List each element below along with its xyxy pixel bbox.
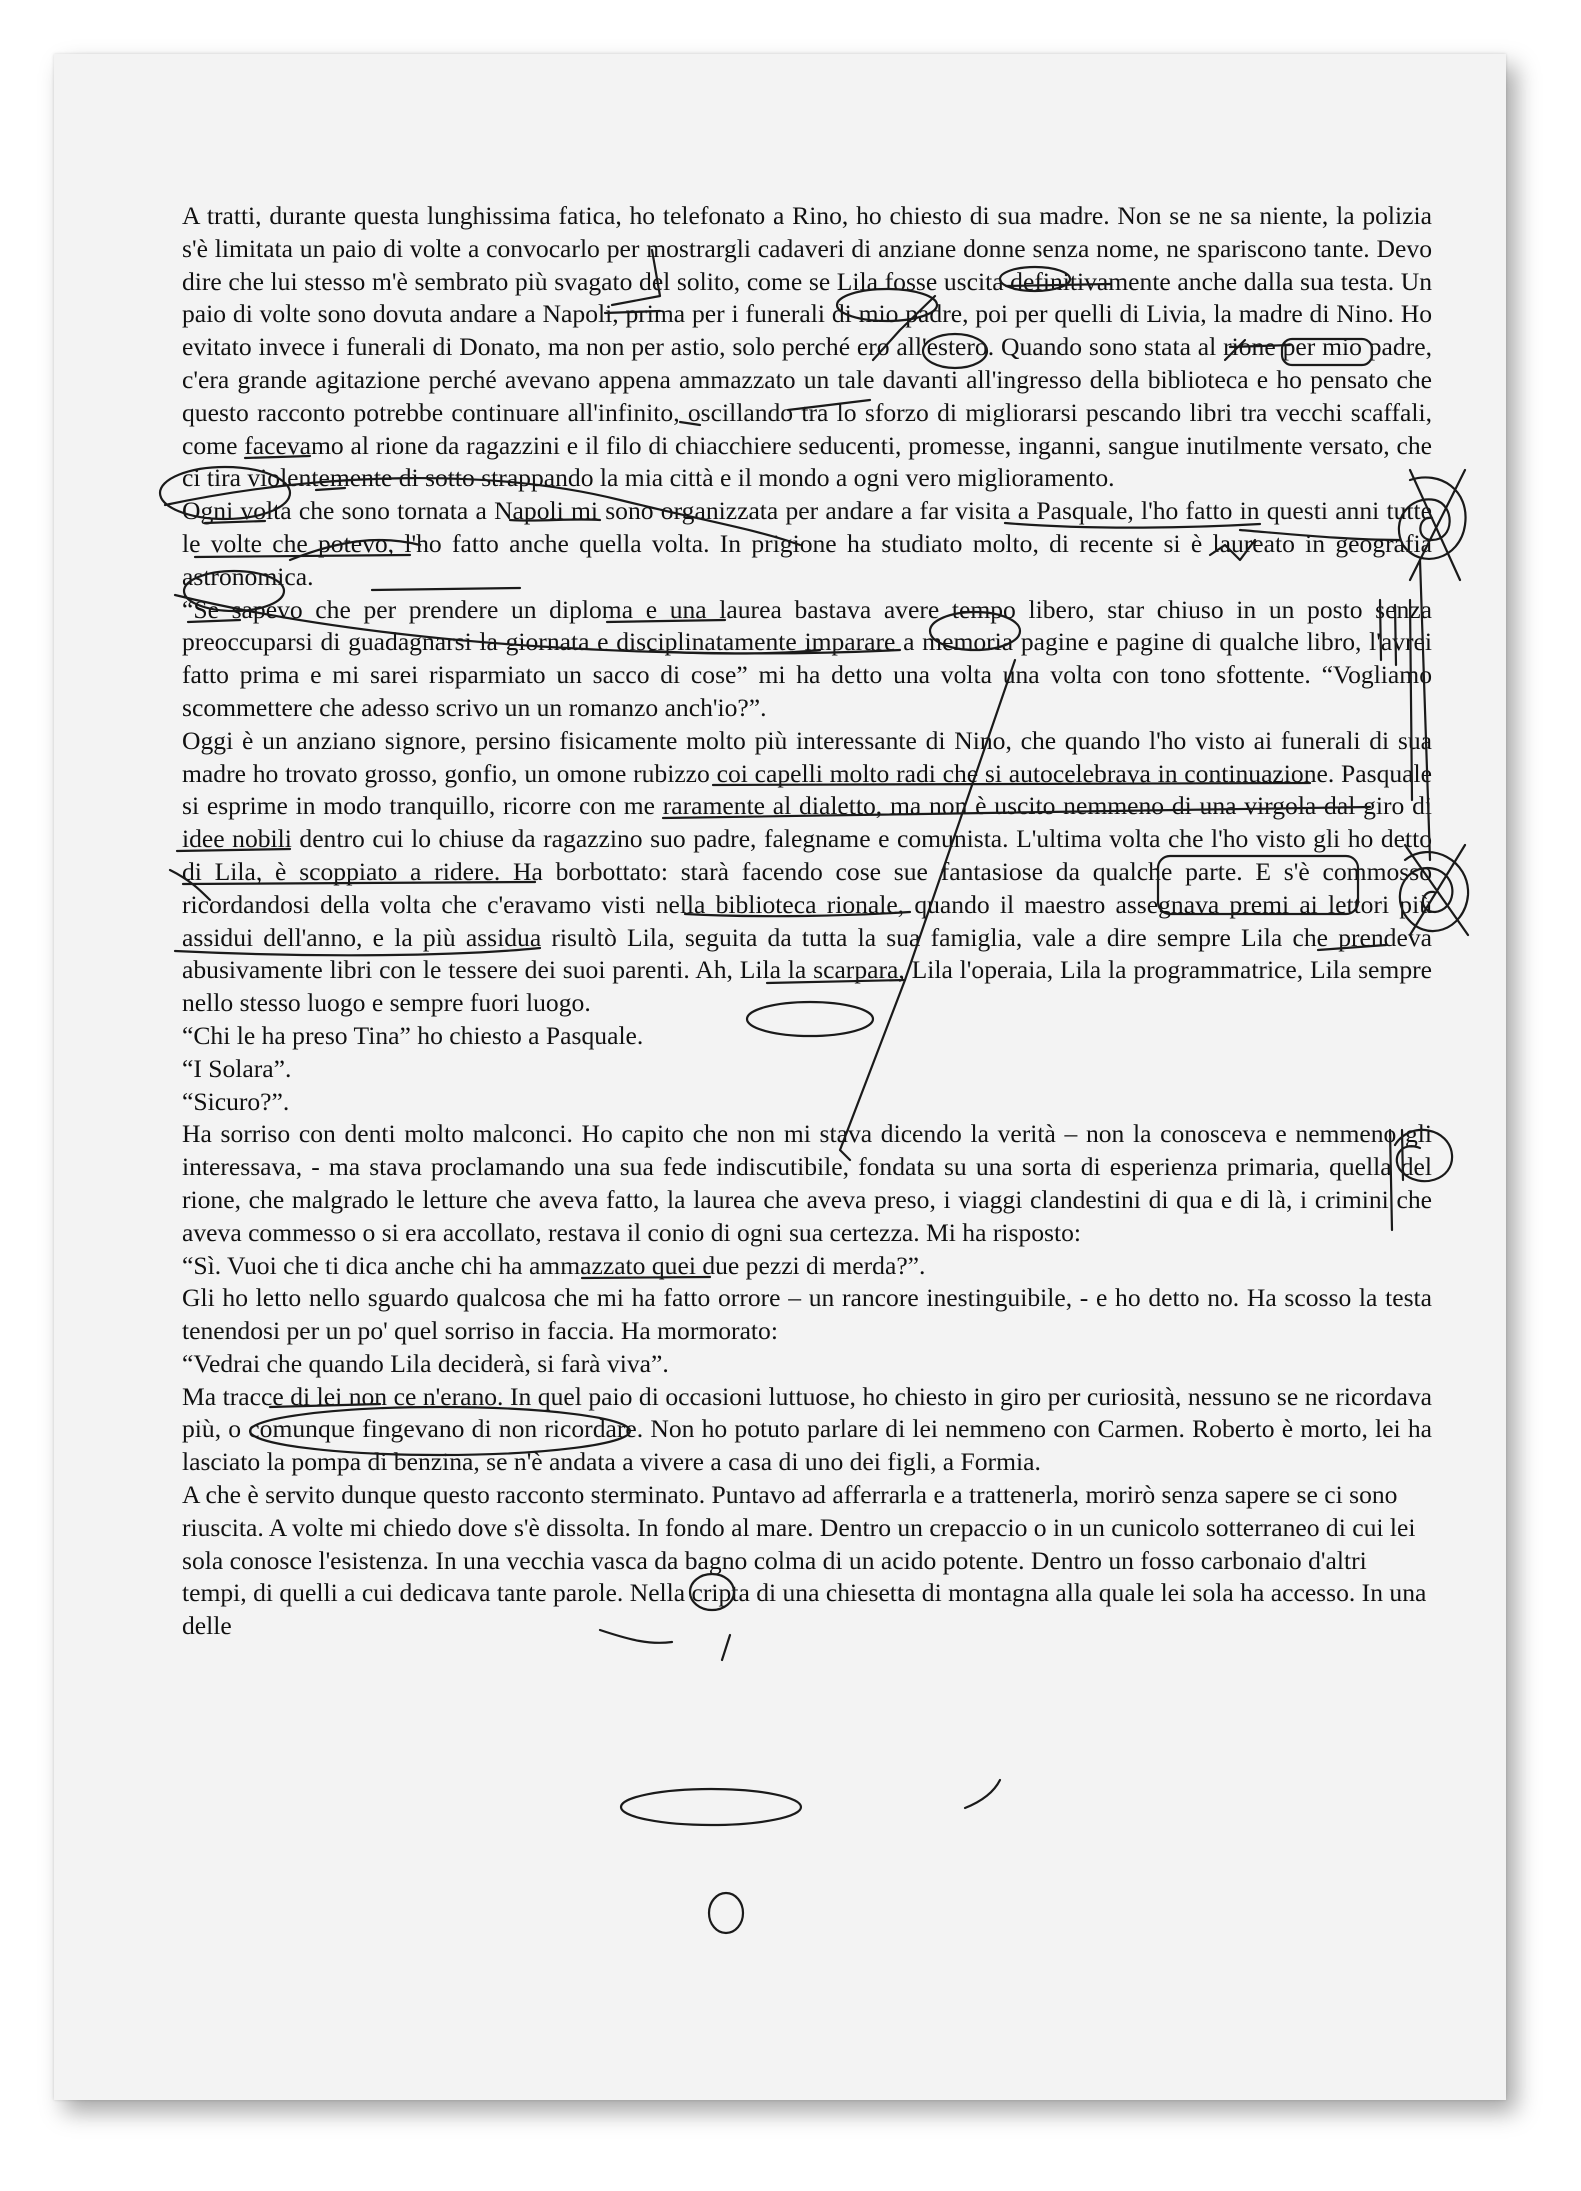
paragraph: Oggi è un anziano signore, persino fisicamente molto più interessante di Nino, che quando l'ho visto ai funerali di sua madre ho trovato grosso, gonfio, un omone rubizzo coi capelli molto radi che si autocelebrava in continuazione. Pasquale si esprime in modo tranquillo, ricorre con me raramente al dialetto, ma non è uscito nemmeno di una virgola dal giro di idee nobili dentro cui lo chiuse da ragazzino suo padre, falegname e comunista. L'ultima volta che l'ho visto gli ho detto di Lila, è scoppiato a ridere. Ha borbottato: starà facendo cose sue fantasiose da qualche parte. E s'è commosso ricordandosi della volta che c'eravamo visti nella biblioteca rionale, quando il maestro assegnava premi ai lettori più assidui dell'anno, e la più assidua risultò Lila, seguita da tutta la sua famiglia, vale a dire sempre Lila che prendeva abusivamente libri con le tessere dei suoi parenti. Ah, Lila la scarpara, Lila l'operaia, Lila la programmatrice, Lila sempre nello stesso luogo e sempre fuori luogo. — [182, 725, 1432, 1018]
paragraph: “Chi le ha preso Tina” ho chiesto a Pasquale. — [182, 1020, 644, 1050]
paragraph: “I Solara”. — [182, 1053, 292, 1083]
paragraph: Gli ho letto nello sguardo qualcosa che mi ha fatto orrore – un rancore inestinguibile, - e ho detto no. Ha scosso la testa tenendosi per un po' quel sorriso in faccia. Ha mormorato: — [182, 1283, 1432, 1346]
paragraph: A che è servito dunque questo racconto sterminato. Puntavo ad afferrarla e a trattenerla, morirò senza sapere se ci sono riuscita. A volte mi chiedo dove s'è dissolta. In fondo al mare. Dentro un crepaccio o in un cunicolo sotterraneo di cui lei sola conosce l'esistenza. In una vecchia vasca da bagno colma di un acido potente. Dentro un fosso carbonaio d'altri tempi, di quelli a cui dedicava tante parole. Nella cripta di una chiesetta di montagna alla quale lei sola ha accesso. In una delle — [182, 1480, 1427, 1641]
paragraph: Ha sorriso con denti molto malconci. Ho capito che non mi stava dicendo la verità – non la conosceva e nemmeno gli interessava, - ma stava proclamando una sua fede indiscutibile, fondata su una sorta di esperienza primaria, quella del rione, che malgrado le letture che aveva fatto, la laurea che aveva preso, i viaggi clandestini di qua e di là, i crimini che aveva commesso o si era accollato, restava il conio di ogni sua certezza. Mi ha risposto: — [182, 1119, 1432, 1247]
paragraph: A tratti, durante questa lunghissima fatica, ho telefonato a Rino, ho chiesto di sua madre. Non se ne sa niente, la polizia s'è limitata un paio di volte a convocarlo per mostrargli cadaveri di anziane donne senza nome, ne spariscono tante. Devo dire che lui stesso m'è sembrato più svagato del solito, come se Lila fosse uscita definitivamente anche dalla sua testa. Un paio di volte sono dovuta andare a Napoli, prima per i funerali di mio padre, poi per quelli di Livia, la madre di Nino. Ho evitato invece i funerali di Donato, ma non per astio, solo perché ero all'estero. Quando sono stata al rione per mio padre, c'era grande agitazione perché avevano appena ammazzato un tale davanti all'ingresso della biblioteca e ho pensato che questo racconto potrebbe continuare all'infinito, oscillando tra lo sforzo di migliorarsi pescando libri tra vecchi scaffali, come facevamo al rione da ragazzini e il filo di chiacchiere seducenti, promesse, inganni, sangue inutilmente versato, che ci tira violentemente di sotto strappando la mia città e il mondo a ogni vero miglioramento. — [182, 201, 1432, 493]
paragraph: “Sicuro?”. — [182, 1086, 290, 1116]
manuscript-text — [182, 200, 1432, 1643]
paragraph: “Se sapevo che per prendere un diploma e una laurea bastava avere tempo libero, star chiuso in un posto senza preoccuparsi di guadagnarsi la giornata e disciplinatamente imparare a memoria pagine e pagine di qualche libro, l'avrei fatto prima e mi sarei risparmiato un sacco di cose” mi ha detto una volta una volta con tono sfottente. “Vogliamo scommettere che adesso scrivo un un romanzo anch'io?”. — [182, 594, 1432, 722]
paragraph: Ogni volta che sono tornata a Napoli mi sono organizzata per andare a far visita a Pasquale, l'ho fatto in questi anni tutte le volte che potevo, l'ho fatto anche quella volta. In prigione ha studiato molto, di recente si è laureato in geografia astronomica. — [182, 496, 1432, 591]
paragraph: Ma tracce di lei non ce n'erano. In quel paio di occasioni luttuose, ho chiesto in giro per curiosità, nessuno se ne ricordava più, o comunque fingevano di non ricordare. Non ho potuto parlare di lei nemmeno con Carmen. Roberto è morto, lei ha lasciato la pompa di benzina, se n'è andata a vivere a casa di uno dei figli, a Formia. — [182, 1381, 1432, 1477]
paragraph: “Sì. Vuoi che ti dica anche chi ha ammazzato quei due pezzi di merda?”. — [182, 1250, 926, 1280]
paragraph: “Vedrai che quando Lila deciderà, si farà viva”. — [182, 1348, 669, 1378]
manuscript-page — [54, 54, 1506, 2100]
